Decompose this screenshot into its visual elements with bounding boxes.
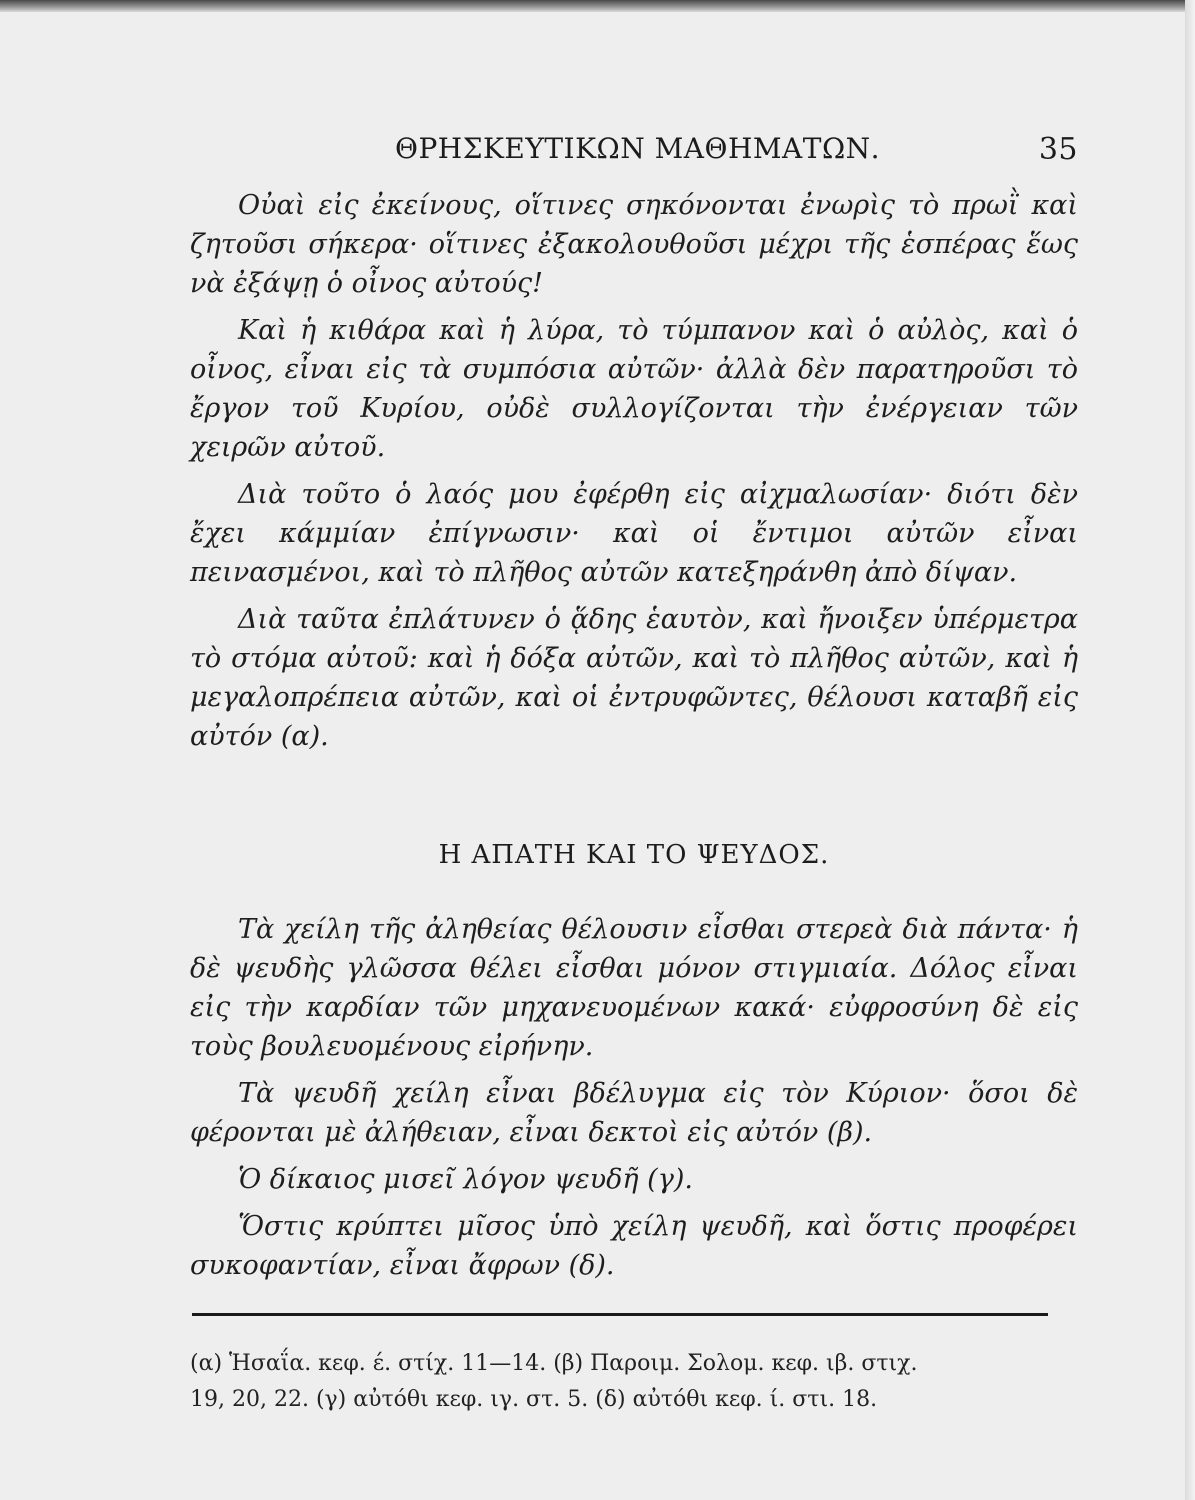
paragraph: Ὁ δίκαιος μισεῖ λόγον ψευδῆ (γ). <box>238 1164 693 1195</box>
footnote-divider <box>192 1313 1048 1316</box>
footnote-line: (α) Ἡσαΐα. κεφ. έ. στίχ. 11—14. (β) Παροιμ. Σολομ. κεφ. ιβ. στιχ. <box>190 1351 918 1376</box>
text-block-intro <box>190 186 1078 764</box>
footnotes <box>190 1346 1070 1418</box>
footnote-line: 19, 20, 22. (γ) αὐτόθι κεφ. ιγ. στ. 5. (δ) αὐτόθι κεφ. ί. στι. 18. <box>190 1387 878 1412</box>
paragraph: Καὶ ἡ κιθάρα καὶ ἡ λύρα, τὸ τύμπανον καὶ ὁ αὐλὸς, καὶ ὁ οἶνος, εἶναι εἰς τὰ συμπόσια αὐτῶν· ἀλλὰ δὲν παρατηροῦσι τὸ ἔργον τοῦ Κυρίου, οὐδὲ συλλογίζονται τὴν ἐνέργειαν τῶν χειρῶν αὐτοῦ. <box>190 315 1078 463</box>
paragraph: Τὰ χείλη τῆς ἀληθείας θέλουσιν εἶσθαι στερεὰ διὰ πάντα· ἡ δὲ ψευδὴς γλῶσσα θέλει εἶσθαι μόνον στιγμιαία. Δόλος εἶναι εἰς τὴν καρδίαν τῶν μηχανευομένων κακά· εὐφροσύνη δὲ εἰς τοὺς βουλευομένους εἰρήνην. <box>190 914 1078 1062</box>
page-header <box>190 132 1078 172</box>
paragraph: Τὰ ψευδῆ χείλη εἶναι βδέλυγμα εἰς τὸν Κύριον· ὅσοι δὲ φέρονται μὲ ἀλήθειαν, εἶναι δεκτοὶ εἰς αὐτόν (β). <box>190 1078 1078 1148</box>
section-heading: Η ΑΠΑΤΗ ΚΑΙ ΤΟ ΨΕΥΔΟΣ. <box>438 840 830 870</box>
page-edge-shadow <box>0 0 1195 12</box>
paragraph: Οὐαὶ εἰς ἐκείνους, οἵτινες σηκόνονται ἐνωρὶς τὸ πρωῒ καὶ ζητοῦσι σήκερα· οἵτινες ἐξακολουθοῦσι μέχρι τῆς ἑσπέρας ἕως νὰ ἐξάψῃ ὁ οἶνος αὐτούς! <box>190 190 1078 299</box>
page-number: 35 <box>1038 132 1078 167</box>
paragraph: Ὅστις κρύπτει μῖσος ὑπὸ χείλη ψευδῆ, καὶ ὅστις προφέρει συκοφαντίαν, εἶναι ἄφρων (δ). <box>190 1211 1078 1281</box>
paragraph: Διὰ ταῦτα ἐπλάτυνεν ὁ ᾅδης ἑαυτὸν, καὶ ἤνοιξεν ὑπέρμετρα τὸ στόμα αὐτοῦ: καὶ ἡ δόξα αὐτῶν, καὶ τὸ πλῆθος αὐτῶν, καὶ ἡ μεγαλοπρέπεια αὐτῶν, καὶ οἱ ἐντρυφῶντες, θέλουσι καταβῆ εἰς αὐτόν (α). <box>190 604 1078 752</box>
page-edge-right <box>1185 0 1195 1500</box>
running-title: ΘΡΗΣΚΕΥΤΙΚΩΝ ΜΑΘΗΜΑΤΩΝ. <box>395 132 881 165</box>
text-block-section <box>190 910 1078 1293</box>
paragraph: Διὰ τοῦτο ὁ λαός μου ἐφέρθη εἰς αἰχμαλωσίαν· διότι δὲν ἔχει κάμμίαν ἐπίγνωσιν· καὶ οἱ ἔντιμοι αὐτῶν εἶναι πεινασμένοι, καὶ τὸ πλῆθος αὐτῶν κατεξηράνθη ἀπὸ δίψαν. <box>190 479 1078 588</box>
